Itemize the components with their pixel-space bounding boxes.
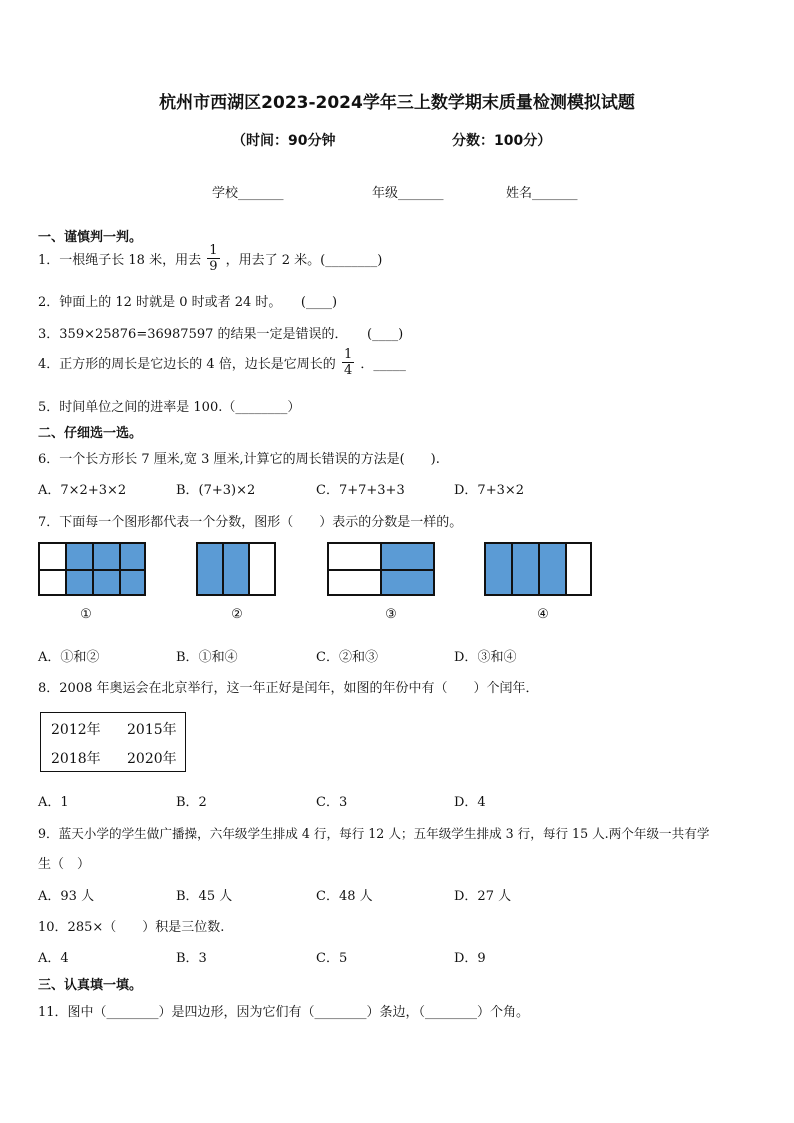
q8-option-a[interactable]: A．1 — [38, 795, 69, 810]
fraction-one-quarter — [342, 348, 354, 377]
figure-3-label: ③ — [385, 607, 397, 622]
option-text: ②和③ — [338, 650, 378, 665]
question-10: 10．285×（ ）积是三位数. — [38, 920, 225, 935]
q6-option-d[interactable]: D．7+3×2 — [454, 483, 525, 498]
grade-field: 年级_______ — [372, 186, 444, 201]
q10-option-a[interactable]: A．4 — [38, 951, 69, 966]
fraction-denominator: 4 — [343, 363, 353, 378]
q8-option-c[interactable]: C．3 — [316, 795, 348, 810]
figure-1-label: ① — [80, 607, 92, 622]
q7-option-c[interactable] — [316, 646, 378, 665]
fraction-denominator: 9 — [209, 259, 218, 274]
q9-option-c[interactable]: C．48 人 — [316, 889, 373, 904]
figure-4-label: ④ — [537, 607, 549, 622]
option-text: ①和④ — [198, 650, 238, 665]
q7-option-d[interactable] — [454, 646, 516, 665]
figure-2 — [196, 542, 276, 596]
question-1-text-b: ，用去了 2 米。(________) — [225, 253, 383, 268]
q8-option-b[interactable]: B．2 — [176, 795, 207, 810]
question-5: 5．时间单位之间的进率是 100.（________） — [38, 400, 301, 415]
year-2015: 2015年 — [127, 722, 177, 738]
q9-option-a[interactable]: A．93 人 — [38, 889, 95, 904]
question-4-text-b: ．_____ — [360, 357, 406, 372]
exam-time: （时间：90分钟 — [232, 133, 336, 149]
year-2012: 2012年 — [51, 722, 101, 738]
school-field: 学校_______ — [212, 186, 284, 201]
q9-option-d[interactable]: D．27 人 — [454, 889, 512, 904]
fraction-numerator: 1 — [209, 243, 218, 258]
question-4 — [38, 348, 406, 377]
q6-option-c[interactable]: C．7+7+3+3 — [316, 483, 405, 498]
question-1 — [38, 244, 382, 273]
q8-option-d[interactable]: D．4 — [454, 795, 486, 810]
q6-option-b[interactable]: B．(7+3)×2 — [176, 483, 256, 498]
option-letter: B． — [176, 650, 199, 665]
q10-option-c[interactable]: C．5 — [316, 951, 348, 966]
figure-2-label: ② — [231, 607, 243, 622]
q7-option-b[interactable] — [176, 646, 238, 665]
q10-option-d[interactable]: D．9 — [454, 951, 486, 966]
option-letter: A． — [38, 650, 61, 665]
q10-option-b[interactable]: B．3 — [176, 951, 207, 966]
figure-1 — [38, 542, 146, 596]
exam-score: 分数：100分） — [452, 133, 552, 149]
fraction-numerator: 1 — [343, 347, 353, 362]
option-letter: C． — [316, 650, 339, 665]
option-text: ①和② — [60, 650, 100, 665]
q9-option-b[interactable]: B．45 人 — [176, 889, 233, 904]
question-9-line-2: 生（ ） — [38, 857, 91, 872]
year-2020: 2020年 — [127, 751, 177, 767]
question-4-text-a: 4．正方形的周长是它边长的 4 倍，边长是它周长的 — [38, 357, 336, 372]
question-1-text-a: 1．一根绳子长 18 米，用去 — [38, 253, 202, 268]
q7-option-a[interactable] — [38, 646, 99, 665]
question-3: 3．359×25876=36987597 的结果一定是错误的． (____) — [38, 327, 404, 342]
year-box — [40, 712, 186, 772]
option-letter: D． — [454, 650, 478, 665]
section-2-heading: 二、仔细选一选。 — [38, 426, 143, 441]
option-text: ③和④ — [477, 650, 517, 665]
exam-title: 杭州市西湖区2023-2024学年三上数学期末质量检测模拟试题 — [159, 93, 635, 113]
fraction-one-ninth — [207, 244, 219, 273]
q6-option-a[interactable]: A．7×2+3×2 — [38, 483, 127, 498]
question-11: 11．图中（________）是四边形，因为它们有（________）条边，（________）个角。 — [38, 1005, 530, 1020]
question-8: 8．2008 年奥运会在北京举行，这一年正好是闰年，如图的年份中有（ ）个闰年． — [38, 681, 539, 696]
year-2018: 2018年 — [51, 751, 101, 767]
figure-4 — [484, 542, 592, 596]
question-7: 7．下面每一个图形都代表一个分数，图形（ ）表示的分数是一样的。 — [38, 515, 463, 530]
section-3-heading: 三、认真填一填。 — [38, 978, 143, 993]
name-field: 姓名_______ — [506, 186, 578, 201]
question-2: 2．钟面上的 12 时就是 0 时或者 24 时。 (____) — [38, 295, 338, 310]
question-9-line-1: 9．蓝天小学的学生做广播操，六年级学生排成 4 行，每行 12 人；五年级学生排成 3 行，每行 15 人.两个年级一共有学 — [38, 826, 710, 841]
question-6: 6．一个长方形长 7 厘米,宽 3 厘米,计算它的周长错误的方法是( ). — [38, 452, 440, 467]
section-1-heading: 一、谨慎判一判。 — [38, 230, 143, 245]
figure-3 — [327, 542, 435, 596]
